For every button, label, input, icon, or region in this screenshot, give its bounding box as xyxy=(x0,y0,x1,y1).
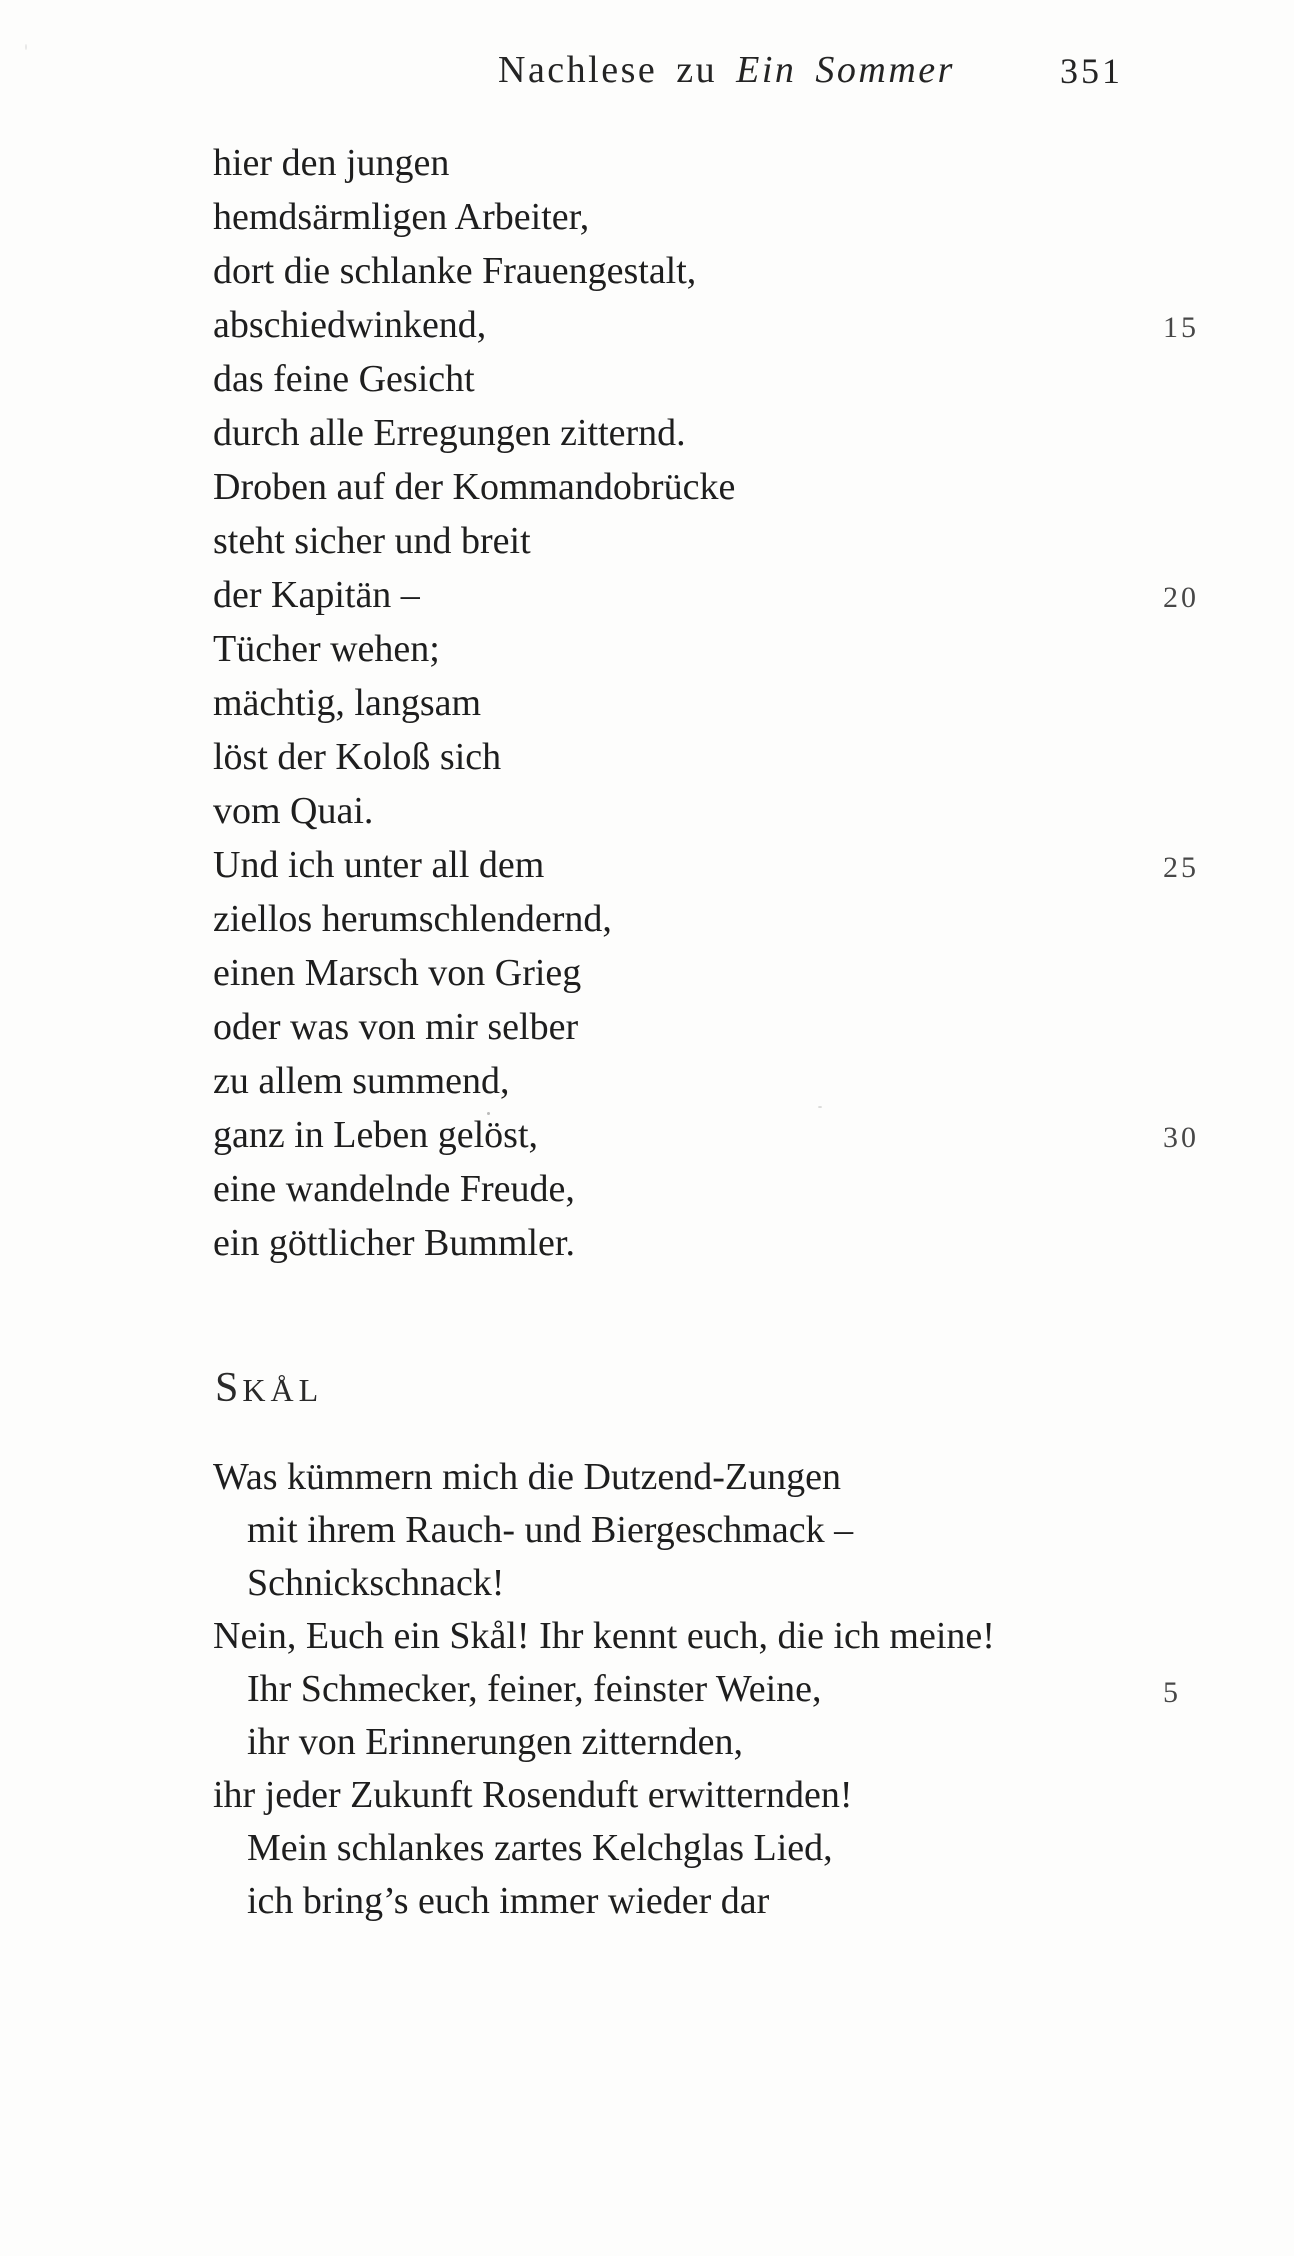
poem-line-text: Droben auf der Kommandobrücke xyxy=(213,466,736,508)
poem-line-text: ganz in Leben gelöst, xyxy=(213,1114,539,1156)
verse-line-number: 20 xyxy=(1163,581,1199,614)
poem-line xyxy=(213,1716,1233,1769)
poem-line-text: ich bring’s euch immer wieder dar xyxy=(247,1880,770,1922)
verse-line-number: 15 xyxy=(1163,311,1199,344)
poem-line-text: vom Quai. xyxy=(213,790,374,832)
poem-line-text: Und ich unter all dem xyxy=(213,844,545,886)
poem-line xyxy=(213,190,1233,244)
poem-line-text: eine wandelnde Freude, xyxy=(213,1168,575,1210)
poem-line-text: Tücher wehen; xyxy=(213,628,440,670)
poem-line xyxy=(213,1663,1233,1716)
poem-line xyxy=(213,1162,1233,1216)
poem-line xyxy=(213,244,1233,298)
poem-line-text: abschiedwinkend, xyxy=(213,304,487,346)
poem-line xyxy=(213,838,1233,892)
verse-line-number: 5 xyxy=(1163,1676,1181,1709)
poem-line-text: Nein, Euch ein Skål! Ihr kennt euch, die ich meine! xyxy=(213,1615,995,1657)
poem-line-text: ihr von Erinnerungen zitternden, xyxy=(247,1721,743,1763)
poem-line xyxy=(213,1000,1233,1054)
poem-line xyxy=(213,298,1233,352)
poem-line xyxy=(213,460,1233,514)
poem-line-text: Was kümmern mich die Dutzend-Zungen xyxy=(213,1456,841,1498)
scan-speck xyxy=(487,1112,490,1115)
poem-line-text: mächtig, langsam xyxy=(213,682,482,724)
scan-speck xyxy=(818,1106,822,1108)
poem-stanza-ein-sommer xyxy=(213,136,1233,1270)
poem-line-text: Schnickschnack! xyxy=(247,1562,505,1604)
poem-line xyxy=(213,676,1233,730)
poem-line-text: mit ihrem Rauch- und Biergeschmack – xyxy=(247,1509,854,1551)
poem-line-text: einen Marsch von Grieg xyxy=(213,952,582,994)
poem-line-text: hemdsärmligen Arbeiter, xyxy=(213,196,590,238)
poem-line xyxy=(213,946,1233,1000)
poem-line xyxy=(213,1451,1233,1504)
poem-title-rest: KÅL xyxy=(242,1372,324,1408)
running-header-section: Nachlese zu xyxy=(498,49,718,91)
poem-line xyxy=(213,892,1233,946)
poem-line xyxy=(213,1504,1233,1557)
poem-line-text: ihr jeder Zukunft Rosenduft erwitternden! xyxy=(213,1774,853,1816)
poem-line xyxy=(213,1557,1233,1610)
poem-stanza-skal xyxy=(213,1451,1233,1928)
poem-title-skal xyxy=(215,1364,323,1412)
poem-line xyxy=(213,136,1233,190)
poem-line xyxy=(213,730,1233,784)
poem-line-text: steht sicher und breit xyxy=(213,520,531,562)
poem-line-text: der Kapitän – xyxy=(213,574,420,616)
poem-line-text: das feine Gesicht xyxy=(213,358,475,400)
poem-line xyxy=(213,352,1233,406)
poem-line xyxy=(213,784,1233,838)
poem-line-text: Ihr Schmecker, feiner, feinster Weine, xyxy=(247,1668,822,1710)
verse-line-number: 30 xyxy=(1163,1121,1199,1154)
poem-line-text: durch alle Erregungen zitternd. xyxy=(213,412,686,454)
poem-line-text: hier den jungen xyxy=(213,142,450,184)
page-number: 351 xyxy=(1060,51,1123,91)
poem-line xyxy=(213,1216,1233,1270)
poem-line xyxy=(213,1769,1233,1822)
verse-line-number: 25 xyxy=(1163,851,1199,884)
scan-speck xyxy=(25,44,27,50)
poem-title-initial: S xyxy=(215,1365,243,1411)
poem-line xyxy=(213,1108,1233,1162)
poem-line-text: löst der Koloß sich xyxy=(213,736,502,778)
poem-line xyxy=(213,1610,1233,1663)
running-header xyxy=(498,48,955,92)
poem-line-text: ein göttlicher Bummler. xyxy=(213,1222,575,1264)
poem-line xyxy=(213,622,1233,676)
poem-line xyxy=(213,514,1233,568)
poem-line xyxy=(213,406,1233,460)
poem-line-text: dort die schlanke Frauengestalt, xyxy=(213,250,697,292)
poem-line-text: oder was von mir selber xyxy=(213,1006,579,1048)
poem-line-text: Mein schlankes zartes Kelchglas Lied, xyxy=(247,1827,833,1869)
poem-line-text: zu allem summend, xyxy=(213,1060,510,1102)
poem-line xyxy=(213,1875,1233,1928)
poem-line xyxy=(213,568,1233,622)
running-header-work-title: Ein Sommer xyxy=(736,49,955,91)
poem-line xyxy=(213,1054,1233,1108)
poem-line-text: ziellos herumschlendernd, xyxy=(213,898,612,940)
poem-line xyxy=(213,1822,1233,1875)
